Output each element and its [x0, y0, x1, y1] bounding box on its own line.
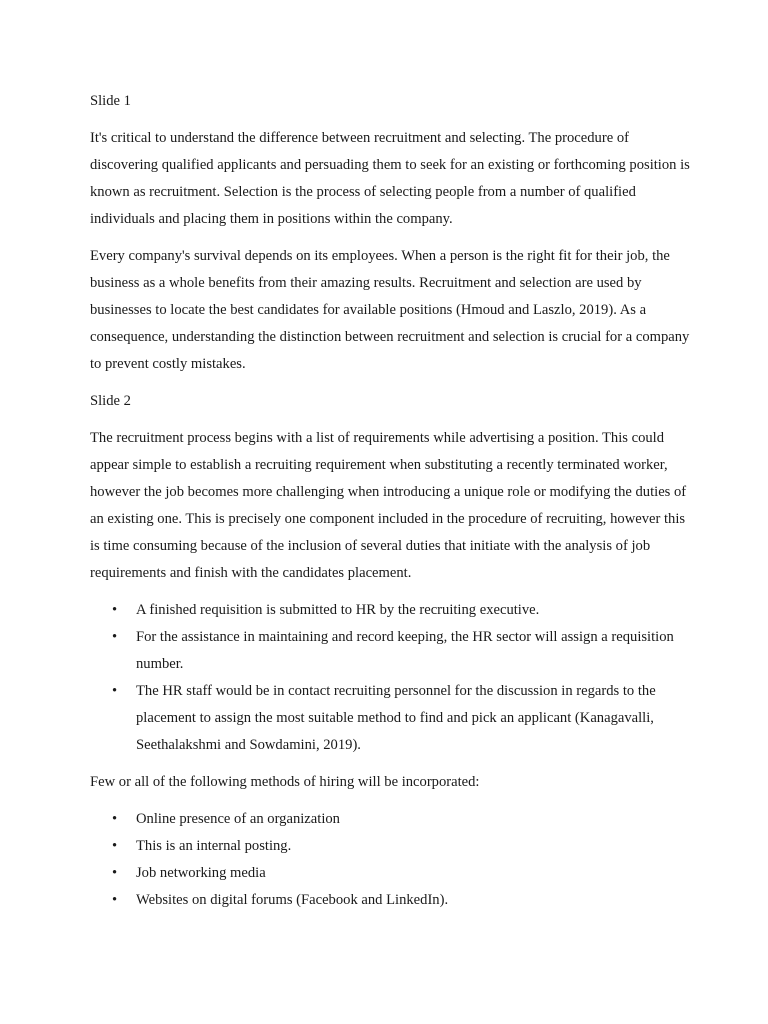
bullet-icon: • [112, 683, 118, 699]
list-item [90, 624, 692, 678]
bullet-icon: • [112, 602, 118, 618]
list-item-text: Online presence of an organization [136, 811, 340, 827]
list-item [90, 678, 692, 759]
slide-1-heading: Slide 1 [90, 93, 131, 109]
list-item [90, 597, 692, 624]
list-item-text: A finished requisition is submitted to HR by the recruiting executive. [136, 602, 540, 618]
slide-2-heading: Slide 2 [90, 393, 131, 409]
document-page [90, 88, 692, 924]
list-item-text: The HR staff would be in contact recruiting personnel for the discussion in regards to the placement to assign the most suitable method to find and pick an applicant (Kanagavalli, Seethalakshmi and Sowdamini, 2019). [136, 683, 656, 753]
bullet-icon: • [112, 629, 118, 645]
bullet-icon: • [112, 892, 118, 908]
list-item-text: For the assistance in maintaining and record keeping, the HR sector will assign a requisition number. [136, 629, 674, 672]
list-item [90, 860, 692, 887]
list-item-text: Websites on digital forums (Facebook and LinkedIn). [136, 892, 449, 908]
list-item-text: This is an internal posting. [136, 838, 292, 854]
slide-1-paragraph-2: Every company's survival depends on its employees. When a person is the right fit for their job, the business as a whole benefits from their amazing results. Recruitment and selection are used by businesses to locate the best candidates for available positions (Hmoud and Laszlo, 2019). As a consequence, understanding the distinction between recruitment and selection is crucial for a company to prevent costly mistakes. [90, 248, 690, 372]
list-item-text: Job networking media [136, 865, 266, 881]
bullet-icon: • [112, 865, 118, 881]
hiring-methods-list [90, 806, 692, 914]
list-item [90, 806, 692, 833]
recruitment-steps-list [90, 597, 692, 759]
bullet-icon: • [112, 838, 118, 854]
slide-1-paragraph-1: It's critical to understand the difference between recruitment and selecting. The procedure of discovering qualified applicants and persuading them to seek for an existing or forthcoming position is known as recruitment. Selection is the process of selecting people from a number of qualified individuals and placing them in positions within the company. [90, 130, 690, 227]
bullet-icon: • [112, 811, 118, 827]
list-item [90, 887, 692, 914]
hiring-methods-intro: Few or all of the following methods of hiring will be incorporated: [90, 774, 480, 790]
list-item [90, 833, 692, 860]
slide-2-intro-paragraph: The recruitment process begins with a list of requirements while advertising a position. This could appear simple to establish a recruiting requirement when substituting a recently terminated worker, however the job becomes more challenging when introducing a unique role or modifying the duties of an existing one. This is precisely one component included in the procedure of recruiting, however this is time consuming because of the inclusion of several duties that initiate with the analysis of job requirements and finish with the candidates placement. [90, 430, 687, 581]
